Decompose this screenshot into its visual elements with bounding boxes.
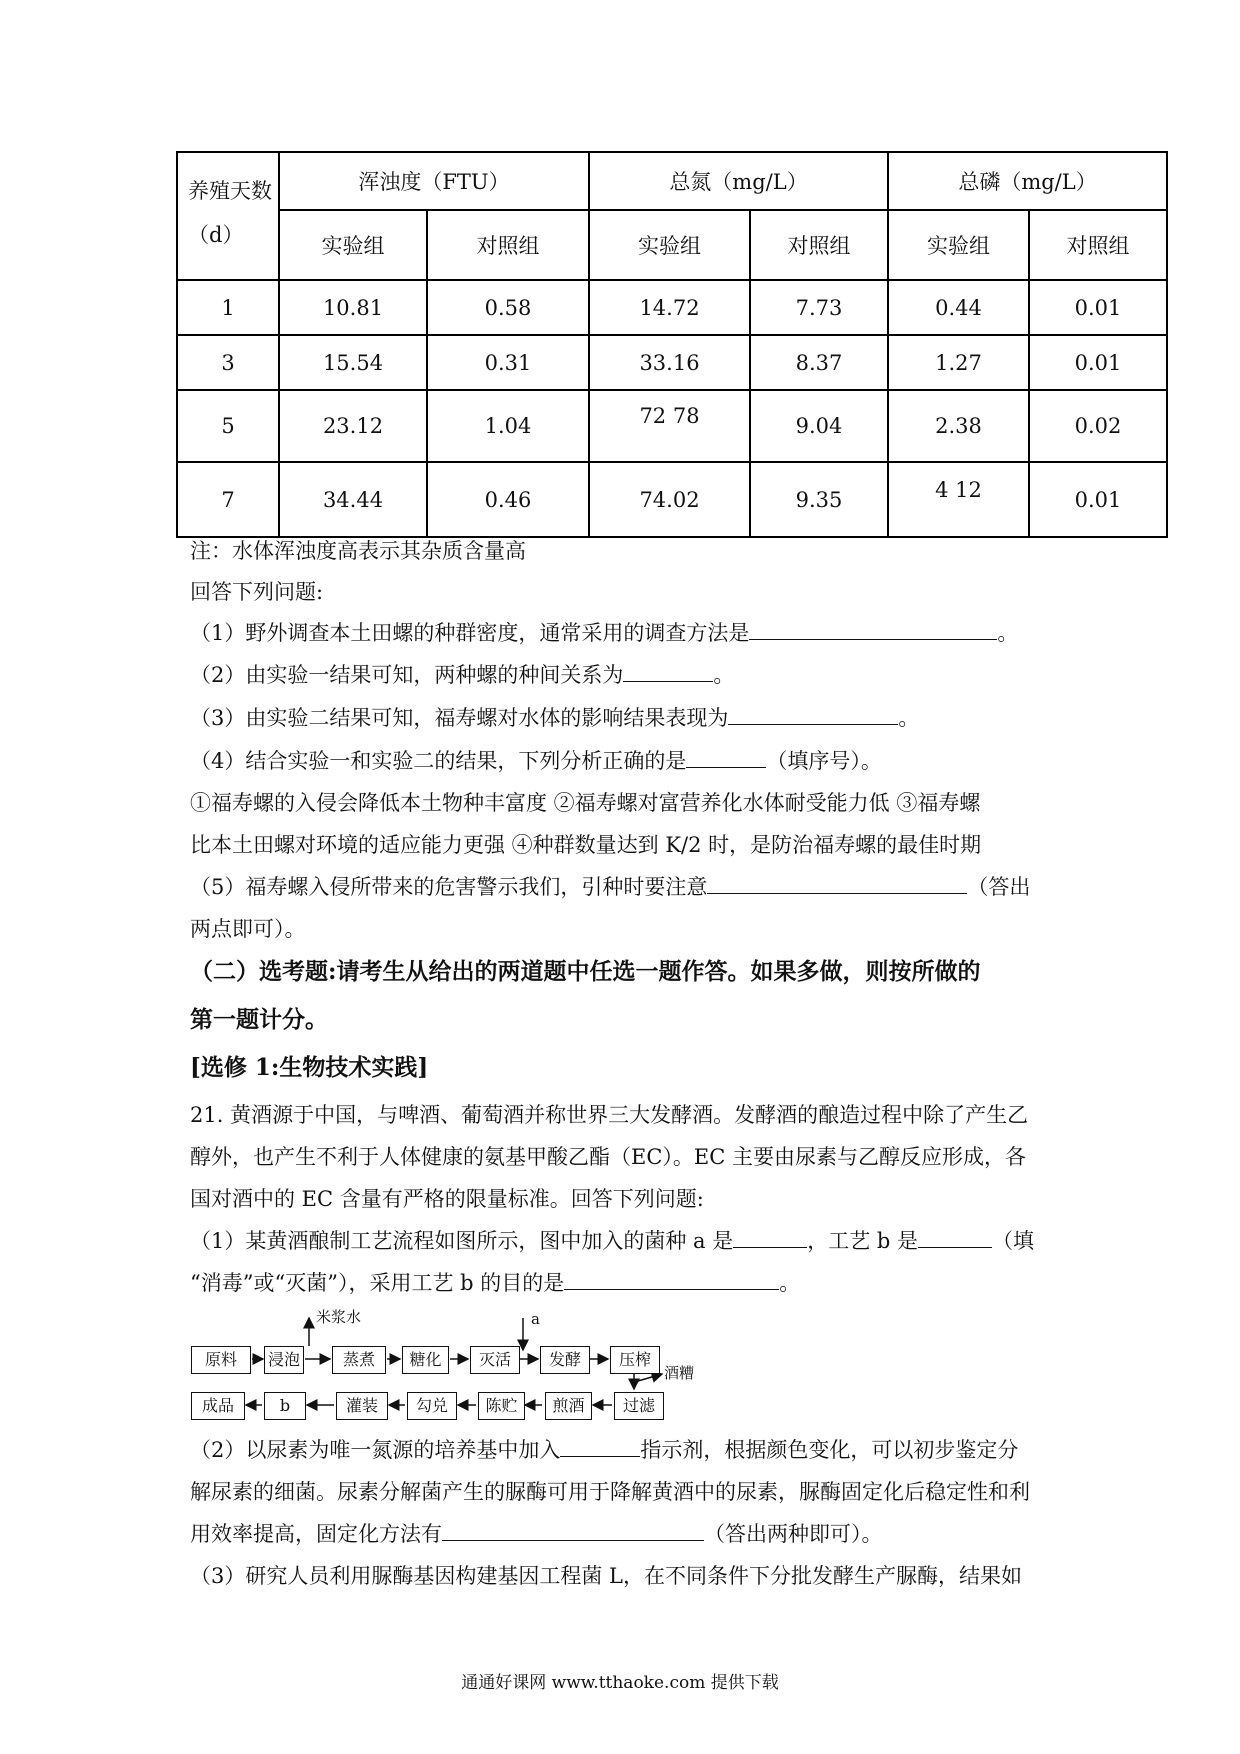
q21-line-1: 21. 黄酒源于中国，与啤酒、葡萄酒并称世界三大发酵酒。发酵酒的酿造过程中除了产生乙 [190,1103,1029,1127]
answer-blank[interactable] [707,873,967,894]
question-text: （2）以尿素为唯一氮源的培养基中加入 [190,1438,561,1462]
q21-part-2-line-3 [190,1519,883,1549]
answer-blank[interactable] [623,661,713,682]
question-text: （1）某黄酒酿制工艺流程如图所示，图中加入的菌种 a 是 [190,1229,734,1253]
question-text: 。 [713,663,735,687]
flow-step-saccharify: 糖化 [402,1346,449,1374]
q21-part-3: （3）研究人员利用脲酶基因构建基因工程菌 L，在不同条件下分批发酵生产脲酶，结果如 [190,1564,1022,1588]
table-cell: 1.04 [427,390,589,462]
flow-label-a: a [531,1310,540,1328]
flow-label-lees: 酒糟 [664,1364,695,1382]
table-cell: 7 [177,462,279,537]
table-cell: 0.02 [1029,390,1167,462]
question-2 [190,660,734,690]
question-text: （填序号）。 [766,749,882,773]
question-text: （答出两种即可）。 [704,1522,883,1546]
table-cell: 5 [177,390,279,462]
q21-part-1-line-2 [190,1268,800,1298]
table-cell: 0.46 [427,462,589,537]
answer-blank[interactable] [564,1269,779,1290]
table-cell: 0.31 [427,335,589,390]
flow-step-raw-material: 原料 [191,1346,251,1374]
flow-label-rice-water: 米浆水 [316,1308,362,1326]
flow-step-inactivate: 灭活 [470,1346,520,1374]
question-5-line-2: 两点即可）。 [190,917,306,941]
cell-value: 4 12 [935,477,982,502]
question-text: 。 [898,706,920,730]
flow-step-product: 成品 [191,1392,245,1420]
table-cell: 15.54 [279,335,427,390]
question-text: 。 [997,621,1019,645]
section-instruction-2: 第一题计分。 [190,1006,328,1033]
table-cell: 1.27 [888,335,1029,390]
table-cell: 33.16 [589,335,750,390]
table-cell: 34.44 [279,462,427,537]
day-header: 养殖天数（d） [177,152,279,280]
subheader: 对照组 [427,210,589,280]
table-row [177,280,1167,335]
subheader: 对照组 [750,210,888,280]
flow-step-blend: 勾兑 [407,1392,457,1420]
question-1 [190,618,1018,648]
table-cell: 0.01 [1029,335,1167,390]
flow-step-press: 压榨 [610,1346,660,1374]
table-cell: 7.73 [750,280,888,335]
question-text: 用效率提高，固定化方法有 [190,1522,442,1546]
table-cell: 9.04 [750,390,888,462]
table-cell: 10.81 [279,280,427,335]
intro-text: 回答下列问题: [190,580,324,604]
table-cell: 9.35 [750,462,888,537]
cell-value: 72 78 [639,404,700,428]
flow-step-soak: 浸泡 [264,1346,304,1374]
question-text: （5）福寿螺入侵所带来的危害警示我们，引种时要注意 [190,875,708,899]
table-note: 注：水体浑浊度高表示其杂质含量高 [190,539,526,563]
question-text: 指示剂，根据颜色变化，可以初步鉴定分 [640,1438,1019,1462]
question-3 [190,703,919,733]
q21-line-2: 醇外，也产生不利于人体健康的氨基甲酸乙酯（EC）。EC 主要由尿素与乙醇反应形成，各 [190,1145,1026,1169]
subheader: 实验组 [888,210,1029,280]
table-cell: 1 [177,280,279,335]
flow-step-b: b [264,1392,306,1420]
question-text: （3）由实验二结果可知，福寿螺对水体的影响结果表现为 [190,706,729,730]
answer-blank[interactable] [918,1227,992,1248]
answer-blank[interactable] [442,1520,704,1541]
table-cell [589,390,750,462]
question-text: “消毒”或“灭菌”），采用工艺 b 的目的是 [190,1271,565,1295]
question-text: （填 [992,1229,1035,1253]
answer-blank[interactable] [560,1436,640,1457]
table-cell: 0.01 [1029,462,1167,537]
q21-part-2 [190,1435,1018,1465]
flow-step-filter: 过滤 [614,1392,664,1420]
q21-part-1 [190,1226,1034,1256]
answer-blank[interactable] [728,704,898,725]
subheader: 对照组 [1029,210,1167,280]
flow-step-fill: 灌装 [336,1392,388,1420]
question-4 [190,746,882,776]
data-table [176,151,1168,538]
group-header-turbidity: 浑浊度（FTU） [279,152,589,210]
question-text: （2）由实验一结果可知，两种螺的种间关系为 [190,663,624,687]
table-cell: 3 [177,335,279,390]
q21-part-2-line-2: 解尿素的细菌。尿素分解菌产生的脲酶可用于降解黄酒中的尿素，脲酶固定化后稳定性和利 [190,1480,1030,1504]
table-cell: 2.38 [888,390,1029,462]
table-row [177,335,1167,390]
table-row [177,390,1167,462]
table-cell: 0.58 [427,280,589,335]
table-cell: 14.72 [589,280,750,335]
group-header-phosphorus: 总磷（mg/L） [888,152,1167,210]
answer-blank[interactable] [749,619,997,640]
section-instruction-1: （二）选考题:请考生从给出的两道题中任选一题作答。如果多做，则按所做的 [190,958,981,985]
flow-step-age: 陈贮 [478,1392,525,1420]
flow-step-decoct: 煎酒 [545,1392,592,1420]
question-text: 。 [779,1271,801,1295]
page-footer: 通通好课网 www.tthaoke.com 提供下载 [461,1673,779,1693]
table-cell: 8.37 [750,335,888,390]
q21-line-3: 国对酒中的 EC 含量有严格的限量标准。回答下列问题: [190,1187,704,1211]
table-cell: 74.02 [589,462,750,537]
question-text: ，工艺 b 是 [807,1229,919,1253]
flow-step-steam: 蒸煮 [332,1346,386,1374]
question-text: （4）结合实验一和实验二的结果，下列分析正确的是 [190,749,687,773]
subheader: 实验组 [279,210,427,280]
subheader: 实验组 [589,210,750,280]
question-5 [190,872,1030,902]
table-cell: 0.44 [888,280,1029,335]
group-header-nitrogen: 总氮（mg/L） [589,152,888,210]
question-4-options-1: ①福寿螺的入侵会降低本土物种丰富度 ②福寿螺对富营养化水体耐受能力低 ③福寿螺 [190,791,981,815]
table-cell [888,462,1029,537]
table-cell: 23.12 [279,390,427,462]
table-row [177,462,1167,537]
question-4-options-2: 比本土田螺对环境的适应能力更强 ④种群数量达到 K/2 时，是防治福寿螺的最佳时期 [190,833,982,857]
answer-blank[interactable] [686,747,766,768]
question-text: （答出 [967,875,1031,899]
flow-step-ferment: 发酵 [540,1346,590,1374]
section-title: [选修 1:生物技术实践] [190,1054,429,1081]
answer-blank[interactable] [733,1227,807,1248]
question-text: （1）野外调查本土田螺的种群密度，通常采用的调查方法是 [190,621,750,645]
table-cell: 0.01 [1029,280,1167,335]
